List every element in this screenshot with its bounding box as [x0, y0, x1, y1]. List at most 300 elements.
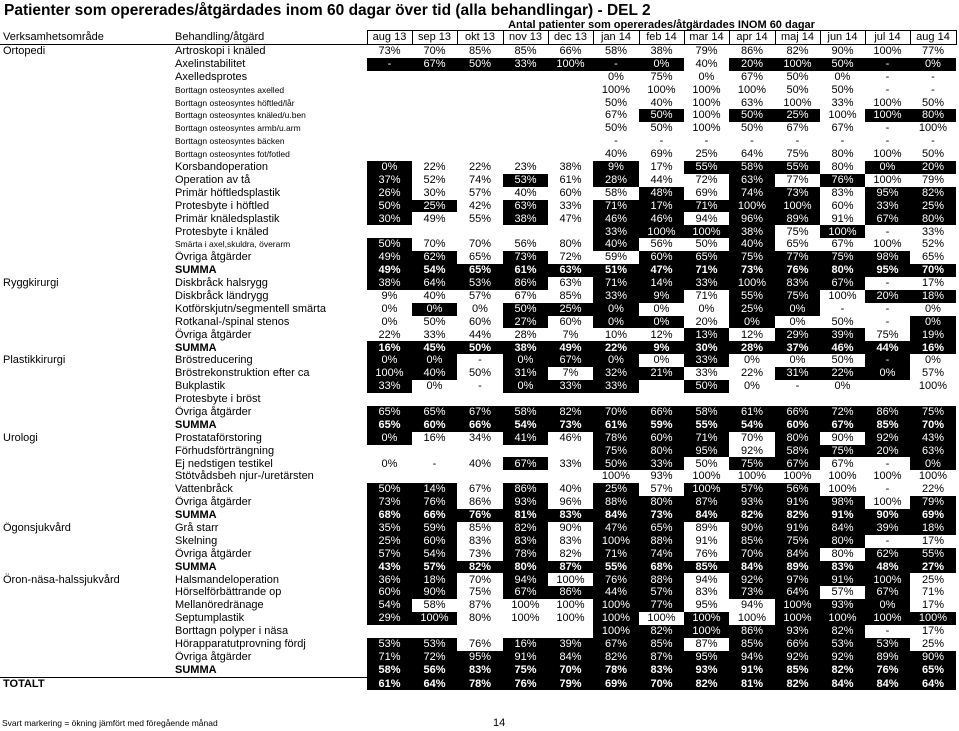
value-cell: 71%: [921, 586, 945, 599]
table-row: [0, 264, 956, 277]
value-cell: -: [840, 135, 845, 148]
value-cell: 100%: [556, 599, 585, 612]
value-cell: 87%: [684, 496, 729, 509]
value-cell: [457, 445, 503, 458]
value-cell: 16%: [367, 341, 412, 354]
area-cell: [0, 71, 173, 84]
value-cell: 57%: [468, 289, 492, 302]
value-cell: 63%: [729, 174, 775, 187]
treatment-label: Hörapparatutprovning fördj: [175, 638, 306, 650]
value-cell: 100%: [593, 535, 639, 548]
value-cell: 87%: [548, 561, 593, 574]
value-cell: 65%: [639, 522, 684, 535]
treatment-label: Övriga åtgärder: [175, 405, 252, 418]
table-row: [0, 638, 956, 651]
value-cell: 16%: [503, 638, 548, 651]
value-cell: 92%: [775, 651, 820, 664]
table-row: [0, 225, 956, 238]
value-cell: -: [885, 135, 890, 148]
value-cell: 50%: [684, 380, 729, 393]
value-cell: [639, 393, 684, 406]
value-cell: 78%: [503, 548, 548, 561]
value-cell: 0%: [729, 316, 775, 329]
value-cell: 71%: [593, 277, 639, 290]
value-cell: -: [659, 135, 664, 148]
value-cell: 100%: [729, 277, 775, 290]
value-cell: 38%: [729, 225, 775, 238]
value-cell: 94%: [695, 573, 718, 586]
value-cell: 53%: [457, 277, 503, 290]
area-cell: [0, 303, 173, 316]
table-row: [0, 522, 956, 535]
value-cell: [503, 84, 548, 97]
area-cell: [0, 367, 173, 380]
treatment-label: Operation av tå: [175, 173, 251, 186]
value-cell: 91%: [820, 573, 865, 586]
value-cell: -: [931, 135, 935, 148]
value-cell: 0%: [412, 354, 457, 367]
value-cell: 75%: [468, 586, 492, 599]
value-cell: 91%: [503, 651, 548, 664]
column-header: jan 14: [593, 31, 639, 45]
value-cell: 85%: [729, 535, 775, 548]
value-cell: 83%: [468, 534, 492, 547]
value-cell: 0%: [503, 354, 548, 367]
value-cell: 45%: [412, 341, 457, 354]
value-cell: 0%: [834, 380, 851, 393]
value-cell: 75%: [729, 251, 775, 264]
value-cell: 100%: [775, 599, 820, 612]
value-cell: -: [885, 277, 890, 290]
value-cell: [412, 470, 457, 483]
value-cell: 0%: [639, 316, 684, 329]
treatment-label: Grå starr: [175, 521, 219, 534]
area-cell: [0, 58, 173, 71]
value-cell: 82%: [820, 625, 865, 638]
value-cell: -: [367, 58, 412, 71]
value-cell: 82%: [786, 45, 809, 58]
column-header: aug 14: [910, 31, 956, 45]
value-cell: 73%: [639, 509, 684, 522]
treatment-label: SUMMA: [175, 418, 217, 431]
value-cell: 66%: [775, 638, 820, 651]
value-cell: [503, 122, 548, 135]
value-cell: -: [865, 58, 910, 71]
treatment-label: Stötvådsbeh njur-/uretärsten: [175, 470, 314, 483]
value-cell: 38%: [503, 341, 548, 354]
column-header: maj 14: [775, 31, 820, 45]
value-cell: 63%: [548, 264, 593, 277]
value-cell: -: [865, 354, 910, 367]
value-cell: 44%: [865, 341, 910, 354]
data-table: [0, 30, 957, 690]
value-cell: 70%: [468, 238, 492, 251]
value-cell: 56%: [514, 238, 537, 251]
value-cell: 58%: [423, 599, 446, 612]
value-cell: -: [885, 225, 890, 238]
value-cell: 71%: [367, 651, 412, 664]
value-cell: 82%: [503, 522, 548, 535]
value-cell: 82%: [820, 664, 865, 677]
table-row: [0, 303, 956, 316]
value-cell: 20%: [865, 290, 910, 303]
value-cell: 83%: [559, 534, 582, 547]
value-cell: [457, 109, 503, 122]
value-cell: 58%: [503, 406, 548, 419]
value-cell: 55%: [468, 212, 492, 225]
value-cell: 10%: [604, 328, 628, 341]
table-row: [0, 44, 956, 57]
value-cell: 33%: [593, 290, 639, 303]
value-cell: 76%: [695, 547, 718, 560]
value-cell: 86%: [729, 625, 775, 638]
value-cell: [412, 625, 457, 638]
value-cell: -: [931, 83, 935, 96]
area-cell: [0, 200, 173, 213]
table-row: [0, 109, 956, 122]
value-cell: -: [795, 380, 800, 393]
area-cell: [0, 406, 173, 419]
value-cell: 60%: [775, 419, 820, 432]
value-cell: -: [795, 135, 800, 148]
value-cell: 76%: [412, 496, 457, 509]
value-cell: 7%: [562, 328, 579, 341]
value-cell: [412, 393, 457, 406]
table-body: [0, 44, 956, 690]
value-cell: 79%: [910, 496, 956, 509]
value-cell: 52%: [921, 238, 945, 251]
value-cell: 58%: [604, 45, 628, 58]
value-cell: 40%: [729, 238, 775, 251]
table-row: [0, 393, 956, 406]
area-cell: [0, 445, 173, 458]
value-cell: 100%: [639, 225, 684, 238]
value-cell: 90%: [910, 651, 956, 664]
value-cell: 18%: [910, 522, 956, 535]
value-cell: [548, 135, 593, 148]
value-cell: 9%: [381, 289, 398, 302]
treatment-label: Övriga åtgärder: [175, 328, 252, 341]
value-cell: [412, 122, 457, 135]
value-cell: [548, 109, 593, 122]
area-cell: [0, 122, 173, 135]
value-cell: 61%: [559, 173, 582, 186]
value-cell: [503, 71, 548, 84]
value-cell: 33%: [559, 199, 582, 212]
value-cell: 43%: [367, 561, 412, 574]
value-cell: 98%: [865, 251, 910, 264]
value-cell: 100%: [828, 470, 857, 483]
table-row: [0, 58, 956, 71]
value-cell: 0%: [472, 302, 488, 315]
value-cell: 60%: [831, 199, 854, 212]
value-cell: 86%: [548, 586, 593, 599]
value-cell: 73%: [548, 419, 593, 432]
value-cell: 16%: [910, 341, 956, 354]
value-cell: 75%: [910, 406, 956, 419]
value-cell: 78%: [593, 664, 639, 677]
table-row: [0, 432, 956, 445]
value-cell: 40%: [604, 148, 628, 161]
value-cell: [548, 225, 593, 238]
area-cell: [0, 599, 173, 612]
area-cell: [0, 212, 173, 225]
value-cell: 47%: [593, 522, 639, 535]
value-cell: 71%: [593, 200, 639, 213]
value-cell: 0%: [367, 432, 412, 445]
value-cell: 31%: [503, 367, 548, 380]
value-cell: 82%: [729, 509, 775, 522]
column-header: dec 13: [548, 31, 593, 45]
value-cell: 7%: [562, 367, 579, 380]
value-cell: 33%: [367, 380, 412, 393]
value-cell: 58%: [367, 664, 412, 677]
value-cell: 30%: [367, 212, 412, 225]
value-cell: 75%: [775, 535, 820, 548]
value-cell: 0%: [698, 302, 715, 315]
value-cell: 67%: [503, 586, 548, 599]
value-cell: 100%: [511, 612, 540, 625]
value-cell: 53%: [367, 638, 412, 651]
area-cell: [0, 187, 173, 200]
treatment-label: Diskbråck ländrygg: [175, 289, 269, 302]
value-cell: 33%: [593, 380, 639, 393]
value-cell: 64%: [412, 677, 457, 690]
value-cell: 0%: [381, 302, 398, 315]
value-cell: 25%: [921, 638, 945, 650]
treatment-label: Prostataförstoring: [175, 431, 262, 444]
value-cell: [412, 96, 457, 109]
value-cell: -: [885, 483, 890, 496]
value-cell: 100%: [873, 148, 902, 161]
value-cell: 91%: [695, 534, 718, 547]
value-cell: 33%: [684, 354, 729, 367]
value-cell: 49%: [367, 264, 412, 277]
value-cell: 50%: [457, 58, 503, 71]
value-cell: 0%: [865, 599, 910, 612]
value-cell: 74%: [468, 173, 492, 186]
value-cell: [367, 225, 412, 238]
treatment-label: SUMMA: [175, 509, 217, 522]
value-cell: 76%: [593, 573, 639, 586]
value-cell: 82%: [548, 406, 593, 419]
value-cell: 50%: [831, 315, 854, 328]
treatment-label: Bukplastik: [175, 380, 226, 393]
value-cell: 19%: [910, 328, 956, 341]
value-cell: 53%: [820, 638, 865, 651]
treatment-label: Borttagn osteosyntes höftled/lår: [175, 97, 295, 108]
value-cell: 78%: [593, 432, 639, 445]
value-cell: 75%: [729, 457, 775, 470]
value-cell: 58%: [729, 161, 775, 174]
value-cell: 60%: [639, 251, 684, 264]
value-cell: 0%: [698, 70, 715, 83]
area-cell: [0, 316, 173, 329]
value-cell: 100%: [692, 109, 721, 122]
value-cell: 64%: [412, 277, 457, 290]
table-row: [0, 316, 956, 329]
value-cell: 96%: [729, 212, 775, 225]
value-cell: [548, 625, 593, 638]
value-cell: 54%: [729, 419, 775, 432]
table-row: [0, 445, 956, 458]
value-cell: 67%: [457, 406, 503, 419]
value-cell: 85%: [865, 419, 910, 432]
value-cell: 25%: [775, 109, 820, 122]
value-cell: 39%: [865, 522, 910, 535]
value-cell: 0%: [367, 161, 412, 174]
value-cell: 80%: [468, 612, 492, 625]
value-cell: 72%: [820, 406, 865, 419]
area-cell: Ryggkirurgi: [3, 277, 59, 290]
value-cell: 80%: [775, 432, 820, 445]
value-cell: 95%: [457, 651, 503, 664]
value-cell: [457, 148, 503, 161]
area-cell: [0, 238, 173, 251]
value-cell: 92%: [865, 432, 910, 445]
value-cell: 57%: [921, 367, 945, 380]
value-cell: 55%: [684, 419, 729, 432]
value-cell: 100%: [593, 625, 639, 638]
value-cell: 100%: [684, 625, 729, 638]
value-cell: 0%: [910, 457, 956, 470]
area-cell: [0, 174, 173, 187]
value-cell: 13%: [684, 328, 729, 341]
value-cell: 100%: [647, 83, 676, 96]
value-cell: 22%: [468, 161, 492, 174]
value-cell: [367, 625, 412, 638]
value-cell: 66%: [775, 406, 820, 419]
area-cell: [0, 341, 173, 354]
value-cell: 33%: [921, 225, 945, 238]
area-cell: [0, 393, 173, 406]
value-cell: 53%: [503, 174, 548, 187]
value-cell: 100%: [828, 109, 857, 122]
value-cell: 40%: [514, 186, 537, 199]
value-cell: 100%: [865, 573, 910, 586]
value-cell: 100%: [593, 599, 639, 612]
value-cell: 50%: [695, 238, 718, 251]
value-cell: 61%: [729, 406, 775, 419]
area-cell: [0, 638, 173, 651]
table-row: [0, 548, 956, 561]
value-cell: 90%: [412, 586, 457, 599]
area-cell: [0, 664, 173, 677]
value-cell: 67%: [865, 586, 910, 599]
table-row: [0, 677, 956, 690]
value-cell: 26%: [367, 187, 412, 200]
value-cell: 56%: [650, 238, 673, 251]
value-cell: 69%: [593, 677, 639, 690]
value-cell: 100%: [873, 470, 902, 483]
value-cell: 32%: [593, 367, 639, 380]
area-cell: [0, 548, 173, 561]
value-cell: 80%: [820, 264, 865, 277]
value-cell: 70%: [423, 238, 446, 251]
value-cell: 50%: [367, 483, 412, 496]
treatment-label: Skelning: [175, 534, 218, 547]
value-cell: 50%: [650, 122, 673, 135]
area-cell: [0, 625, 173, 638]
value-cell: 70%: [910, 419, 956, 432]
value-cell: [548, 393, 593, 406]
value-cell: 70%: [468, 573, 492, 586]
value-cell: 94%: [740, 599, 764, 612]
value-cell: 27%: [910, 561, 956, 574]
table-row: [0, 509, 956, 522]
value-cell: 47%: [639, 264, 684, 277]
treatment-label: SUMMA: [175, 560, 217, 573]
value-cell: 100%: [647, 612, 676, 625]
value-cell: 93%: [650, 470, 673, 483]
value-cell: 17%: [921, 599, 945, 612]
value-cell: 33%: [593, 225, 639, 238]
value-cell: 50%: [593, 457, 639, 470]
value-cell: 65%: [468, 251, 492, 264]
value-cell: 73%: [503, 251, 548, 264]
treatment-label: Kotförskjutn/segmentell smärta: [175, 302, 327, 315]
value-cell: 46%: [593, 212, 639, 225]
value-cell: 78%: [457, 677, 503, 690]
value-cell: 80%: [831, 148, 854, 161]
value-cell: 68%: [367, 509, 412, 522]
value-cell: [457, 96, 503, 109]
value-cell: 84%: [820, 677, 865, 690]
value-cell: 57%: [729, 483, 775, 496]
value-cell: 33%: [503, 58, 548, 71]
value-cell: [820, 393, 865, 406]
table-row: [0, 625, 956, 638]
value-cell: 30%: [684, 341, 729, 354]
value-cell: 73%: [775, 187, 820, 200]
value-cell: 100%: [367, 367, 412, 380]
area-cell: [0, 251, 173, 264]
table-row: [0, 470, 956, 483]
value-cell: 81%: [729, 677, 775, 690]
value-cell: 30%: [423, 186, 446, 199]
value-cell: 50%: [423, 315, 446, 328]
treatment-label: Axelinstabilitet: [175, 57, 246, 70]
value-cell: 22%: [921, 483, 945, 496]
value-cell: -: [478, 380, 482, 393]
value-cell: [548, 470, 593, 483]
value-cell: 9%: [593, 161, 639, 174]
value-cell: 39%: [548, 638, 593, 651]
value-cell: 100%: [918, 470, 948, 483]
value-cell: 27%: [503, 316, 548, 329]
value-cell: 61%: [367, 677, 412, 690]
value-cell: 84%: [775, 548, 820, 561]
value-cell: 65%: [910, 664, 956, 677]
value-cell: 31%: [775, 367, 820, 380]
value-cell: 100%: [775, 58, 820, 71]
value-cell: 60%: [367, 586, 412, 599]
value-cell: 60%: [559, 186, 582, 199]
treatment-label: Borttagn polyper i näsa: [175, 625, 289, 638]
value-cell: 28%: [729, 341, 775, 354]
value-cell: 0%: [639, 58, 684, 71]
value-cell: 67%: [786, 122, 809, 135]
value-cell: 50%: [786, 70, 809, 83]
value-cell: 95%: [695, 599, 718, 612]
value-cell: [503, 96, 548, 109]
value-cell: 70%: [593, 406, 639, 419]
value-cell: 0%: [412, 303, 457, 316]
value-cell: 100%: [412, 612, 457, 625]
treatment-label: Borttagn osteosyntes armb/u.arm: [175, 123, 301, 134]
value-cell: 0%: [426, 380, 443, 393]
value-cell: 12%: [650, 328, 673, 341]
